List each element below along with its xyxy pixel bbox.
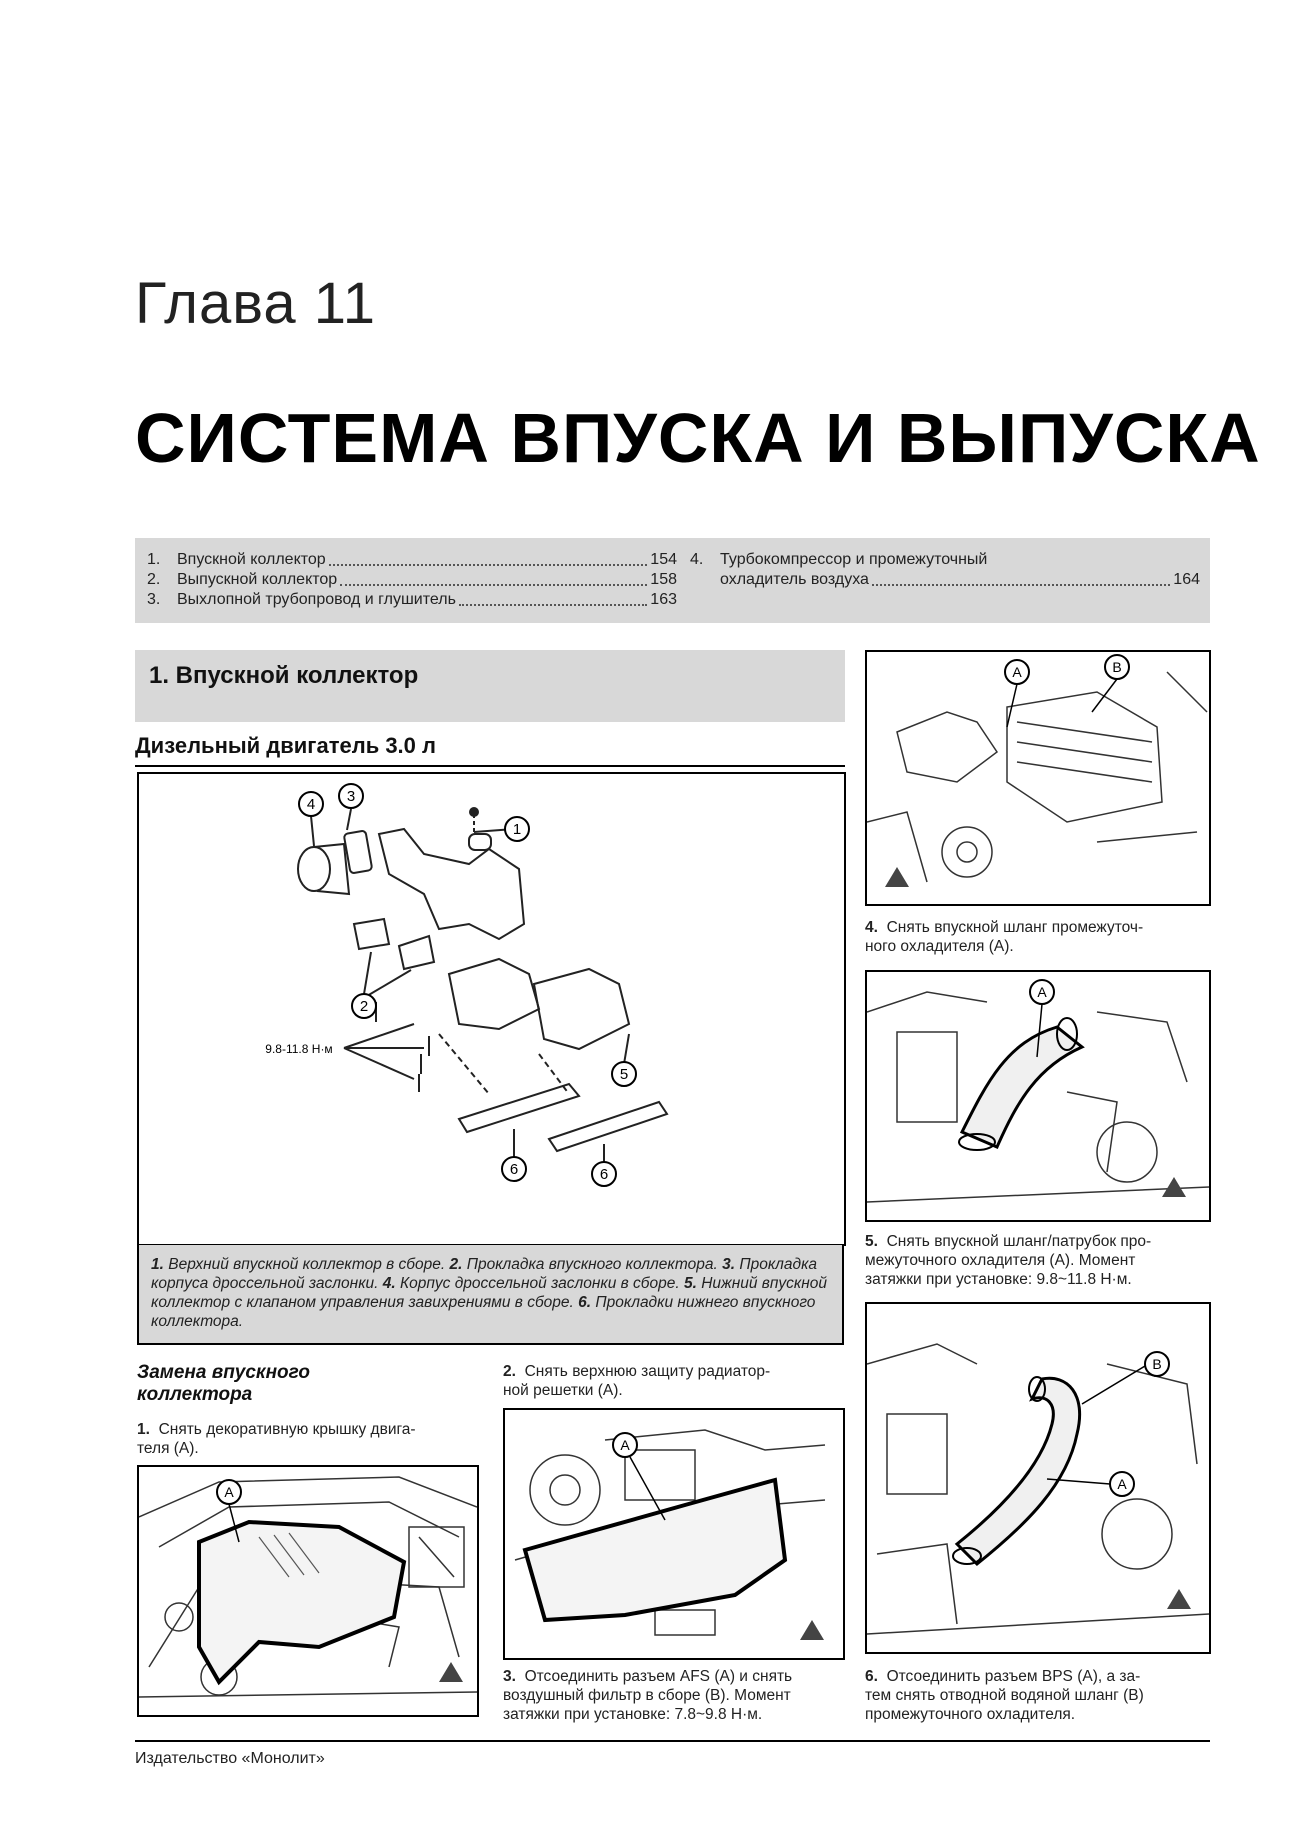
callout-3: 3 xyxy=(346,788,356,805)
step-line: Снять декоративную крышку двига- xyxy=(158,1421,416,1438)
step-4-text xyxy=(865,918,1210,956)
procedure-heading xyxy=(137,1362,477,1406)
manifold-gasket-part xyxy=(354,919,389,949)
section-header xyxy=(135,650,845,722)
toc-num: 1. xyxy=(147,551,161,568)
cap-text: Прокладка впускного коллектора. xyxy=(466,1256,718,1273)
photo-label-b: B xyxy=(1152,1356,1162,1372)
cap-text: Верхний впускной коллектор в сборе. xyxy=(168,1256,446,1273)
chapter-title: СИСТЕМА ВПУСКА И ВЫПУСКА xyxy=(135,399,1261,477)
publisher-footer: Издательство «Монолит» xyxy=(135,1750,325,1767)
lower-manifold-part xyxy=(534,969,629,1049)
toc-title: Выпускной коллектор xyxy=(177,571,338,588)
toc-page: 154 xyxy=(650,551,677,568)
photo-label-b: B xyxy=(1112,659,1122,675)
toc-item[interactable] xyxy=(147,590,677,610)
toc-page: 163 xyxy=(650,591,677,608)
toc-num: 4. xyxy=(690,551,704,568)
callout-6b: 6 xyxy=(599,1166,609,1183)
toc-item[interactable] xyxy=(690,550,1200,570)
footer-rule xyxy=(135,1740,1210,1742)
step-line: Отсоединить разъем BPS (A), а за- xyxy=(886,1668,1141,1685)
toc-right-column xyxy=(690,550,1200,590)
photo-label-a: A xyxy=(224,1484,234,1500)
step-line: тем снять отводной водяной шланг (B) xyxy=(865,1687,1144,1704)
table-of-contents xyxy=(135,538,1210,623)
step-2-text xyxy=(503,1362,843,1400)
publisher-watermark-icon xyxy=(439,1662,463,1682)
toc-leader xyxy=(872,570,1170,586)
toc-page: 158 xyxy=(650,571,677,588)
toc-leader xyxy=(340,570,647,586)
throttle-gasket-part xyxy=(344,830,373,873)
procedure-heading-line: Замена впускного xyxy=(137,1362,310,1383)
cap-num: 1. xyxy=(151,1256,164,1273)
toc-title: Впускной коллектор xyxy=(177,551,326,568)
step-line: межуточного охладителя (A). Момент xyxy=(865,1252,1136,1269)
publisher-watermark-icon xyxy=(1167,1589,1191,1609)
photo-step-3 xyxy=(865,650,1211,906)
photo-label-a: A xyxy=(1012,664,1022,680)
cap-text: Корпус дроссельной заслонки в сборе. xyxy=(400,1275,680,1292)
step-line: воздушный фильтр в сборе (B). Момент xyxy=(503,1687,791,1704)
lower-manifold-part xyxy=(449,959,539,1029)
lower-gasket-part xyxy=(549,1102,667,1151)
photo-step-5 xyxy=(865,1302,1211,1654)
air-filter-housing xyxy=(1007,692,1162,822)
callout-5: 5 xyxy=(619,1066,629,1083)
torque-label: 9.8-11.8 Н·м xyxy=(265,1042,333,1056)
step-num: 6. xyxy=(865,1668,878,1685)
publisher-watermark-icon xyxy=(1162,1177,1186,1197)
step-num: 4. xyxy=(865,919,878,936)
callout-4: 4 xyxy=(306,796,316,813)
cap-text: Нижний впускной коллектор с клапаном управления завихрениями в сборе. xyxy=(151,1275,827,1311)
toc-item[interactable] xyxy=(147,570,677,590)
step-num: 1. xyxy=(137,1421,150,1438)
engine-cover-illustration xyxy=(139,1467,477,1715)
water-hose xyxy=(957,1378,1080,1564)
cap-num: 2. xyxy=(449,1256,463,1273)
step-line: ной решетки (A). xyxy=(503,1382,623,1399)
step-line: затяжки при установке: 7.8~9.8 Н·м. xyxy=(503,1706,763,1723)
toc-num: 2. xyxy=(147,571,161,588)
photo-label-a: A xyxy=(620,1437,630,1453)
subsection-title: Дизельный двигатель 3.0 л xyxy=(135,733,845,767)
photo-step-4 xyxy=(865,970,1211,1222)
upper-manifold-part xyxy=(379,829,524,939)
air-filter-illustration xyxy=(867,652,1209,904)
callout-2: 2 xyxy=(359,998,369,1015)
step-line: Снять верхнюю защиту радиатор- xyxy=(524,1363,771,1380)
step-1-text xyxy=(137,1420,477,1458)
step-num: 3. xyxy=(503,1668,516,1685)
step-line: ного охладителя (A). xyxy=(865,938,1014,955)
toc-title: охладитель воздуха xyxy=(720,571,869,588)
toc-item-continued[interactable] xyxy=(690,570,1200,590)
step-line: Отсоединить разъем AFS (A) и снять xyxy=(524,1668,793,1685)
toc-item[interactable] xyxy=(147,550,677,570)
publisher-watermark-icon xyxy=(885,867,909,887)
callout-6: 6 xyxy=(509,1161,519,1178)
step-line: теля (A). xyxy=(137,1440,199,1457)
photo-label-a: A xyxy=(1117,1476,1127,1492)
intake-manifold-diagram xyxy=(137,772,846,1246)
throttle-body-part xyxy=(298,847,330,891)
step-line: Снять впускной шланг/патрубок про- xyxy=(886,1233,1152,1250)
lower-gasket-part xyxy=(459,1084,579,1132)
step-line: Снять впускной шланг промежуточ- xyxy=(886,919,1144,936)
intercooler-hose-illustration xyxy=(867,972,1209,1220)
photo-step-1 xyxy=(137,1465,479,1717)
procedure-heading-line: коллектора xyxy=(137,1384,253,1405)
diagram-caption xyxy=(137,1245,844,1345)
toc-title: Турбокомпрессор и промежуточный xyxy=(720,551,988,568)
section-title: 1. Впускной коллектор xyxy=(149,662,419,689)
step-line: промежуточного охладителя. xyxy=(865,1706,1076,1723)
chapter-label: Глава 11 xyxy=(135,271,376,336)
photo-label-a: A xyxy=(1037,984,1047,1000)
step-num: 5. xyxy=(865,1233,878,1250)
photo-step-2 xyxy=(503,1408,845,1660)
toc-page: 164 xyxy=(1173,571,1200,588)
step-line: затяжки при установке: 9.8~11.8 Н·м. xyxy=(865,1271,1132,1288)
engine-cover-outline xyxy=(199,1522,404,1682)
step-3-text xyxy=(503,1667,843,1724)
toc-left-column xyxy=(147,550,677,610)
radiator-cover-illustration xyxy=(505,1410,843,1658)
step-6-text xyxy=(865,1667,1210,1724)
publisher-watermark-icon xyxy=(800,1620,824,1640)
callout-1: 1 xyxy=(512,821,522,838)
diagram-drawing xyxy=(139,774,844,1244)
cap-text: Прокладка корпуса дроссельной заслонки. xyxy=(151,1256,818,1292)
cap-num: 6. xyxy=(578,1294,592,1311)
bps-connector-illustration xyxy=(867,1304,1209,1652)
step-5-text xyxy=(865,1232,1210,1289)
cap-num: 3. xyxy=(722,1256,736,1273)
intercooler-hose xyxy=(962,1027,1082,1147)
toc-leader xyxy=(329,550,648,566)
toc-num: 3. xyxy=(147,591,161,608)
cap-num: 4. xyxy=(382,1275,396,1292)
step-num: 2. xyxy=(503,1363,516,1380)
toc-leader xyxy=(459,590,647,606)
toc-title: Выхлопной трубопровод и глушитель xyxy=(177,591,456,608)
cap-num: 5. xyxy=(683,1275,697,1292)
cap-text: Прокладки нижнего впускного коллектора. xyxy=(151,1294,816,1330)
manifold-gasket-part xyxy=(399,936,434,969)
